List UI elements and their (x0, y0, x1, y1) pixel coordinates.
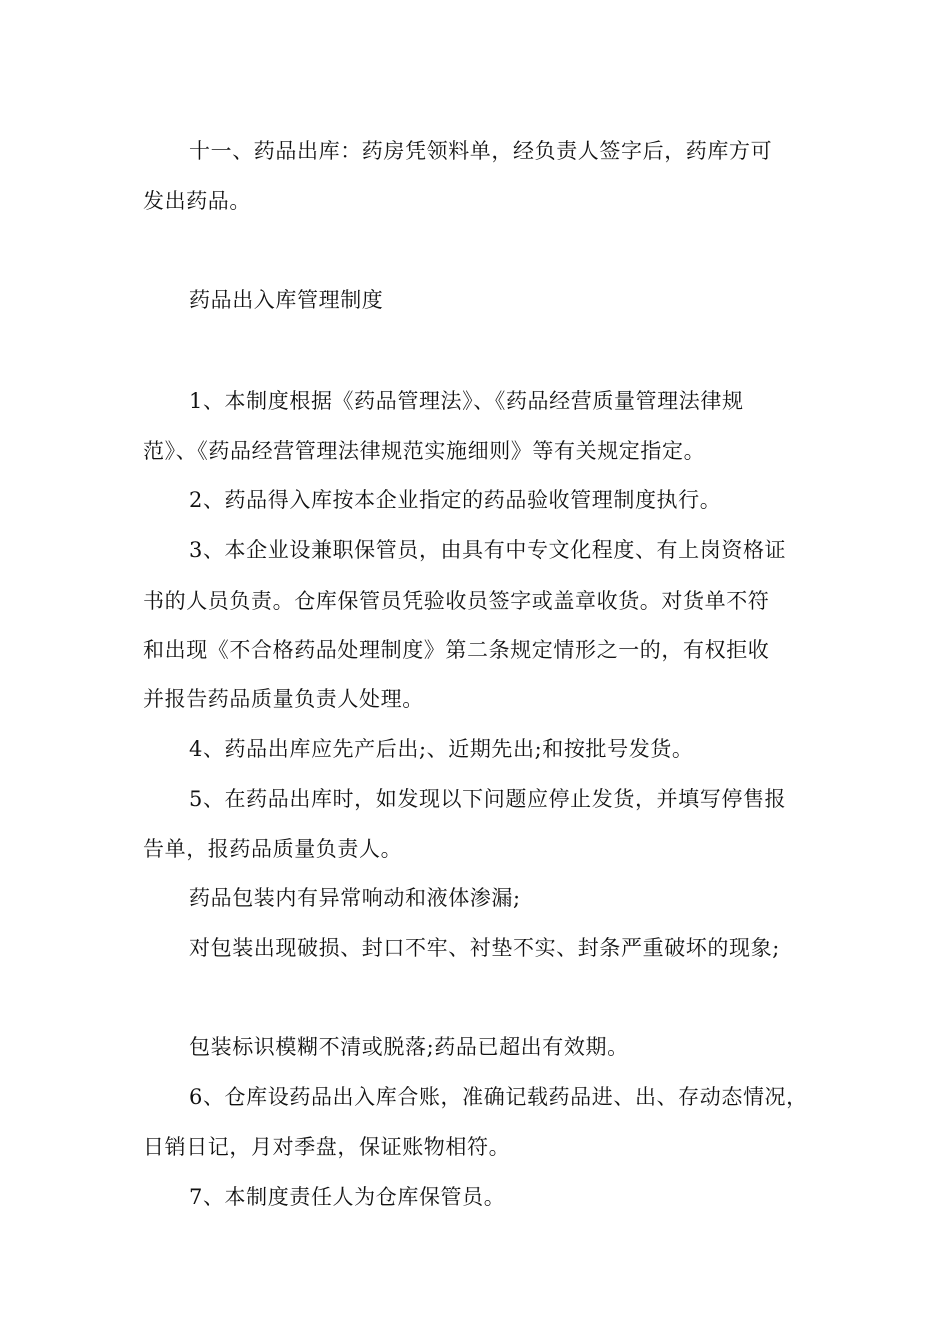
paragraph-5-line-1: 5、在药品出库时，如发现以下问题应停止发货，并填写停售报 (189, 787, 787, 811)
paragraph-1-line-2: 范》、《药品经营管理法律规范实施细则》等有关规定指定。 (143, 439, 706, 463)
paragraph-1-line-1: 1、本制度根据《药品管理法》、《药品经营质量管理法律规 (189, 389, 744, 413)
item-11-line-2: 发出药品。 (143, 189, 251, 213)
item-11-line-1: 十一、药品出库：药房凭领料单，经负责人签字后，药库方可 (189, 139, 773, 163)
paragraph-3-line-3: 和出现《不合格药品处理制度》第二条规定情形之一的，有权拒收 (143, 638, 770, 662)
paragraph-7: 7、本制度责任人为仓库保管员。 (189, 1185, 506, 1209)
paragraph-5-item-b: 对包装出现破损、封口不牢、衬垫不实、封条严重破坏的现象; (189, 936, 780, 960)
paragraph-3-line-1: 3、本企业设兼职保管员，由具有中专文化程度、有上岗资格证 (189, 538, 787, 562)
paragraph-5-line-2: 告单，报药品质量负责人。 (143, 837, 403, 861)
paragraph-3-line-2: 书的人员负责。仓库保管员凭验收员签字或盖章收货。对货单不符 (143, 589, 770, 613)
paragraph-5-item-a: 药品包装内有异常响动和液体渗漏; (189, 886, 521, 910)
paragraph-6-line-1: 6、仓库设药品出入库合账，准确记载药品进、出、存动态情况， (189, 1085, 808, 1109)
paragraph-5-item-c: 包装标识模糊不清或脱落;药品已超出有效期。 (189, 1035, 629, 1059)
paragraph-6-line-2: 日销日记，月对季盘，保证账物相符。 (143, 1135, 511, 1159)
paragraph-2: 2、药品得入库按本企业指定的药品验收管理制度执行。 (189, 488, 722, 512)
paragraph-3-line-4: 并报告药品质量负责人处理。 (143, 687, 424, 711)
document-title: 药品出入库管理制度 (189, 288, 384, 312)
paragraph-4: 4、药品出库应先产后出;、近期先出;和按批号发货。 (189, 737, 694, 761)
